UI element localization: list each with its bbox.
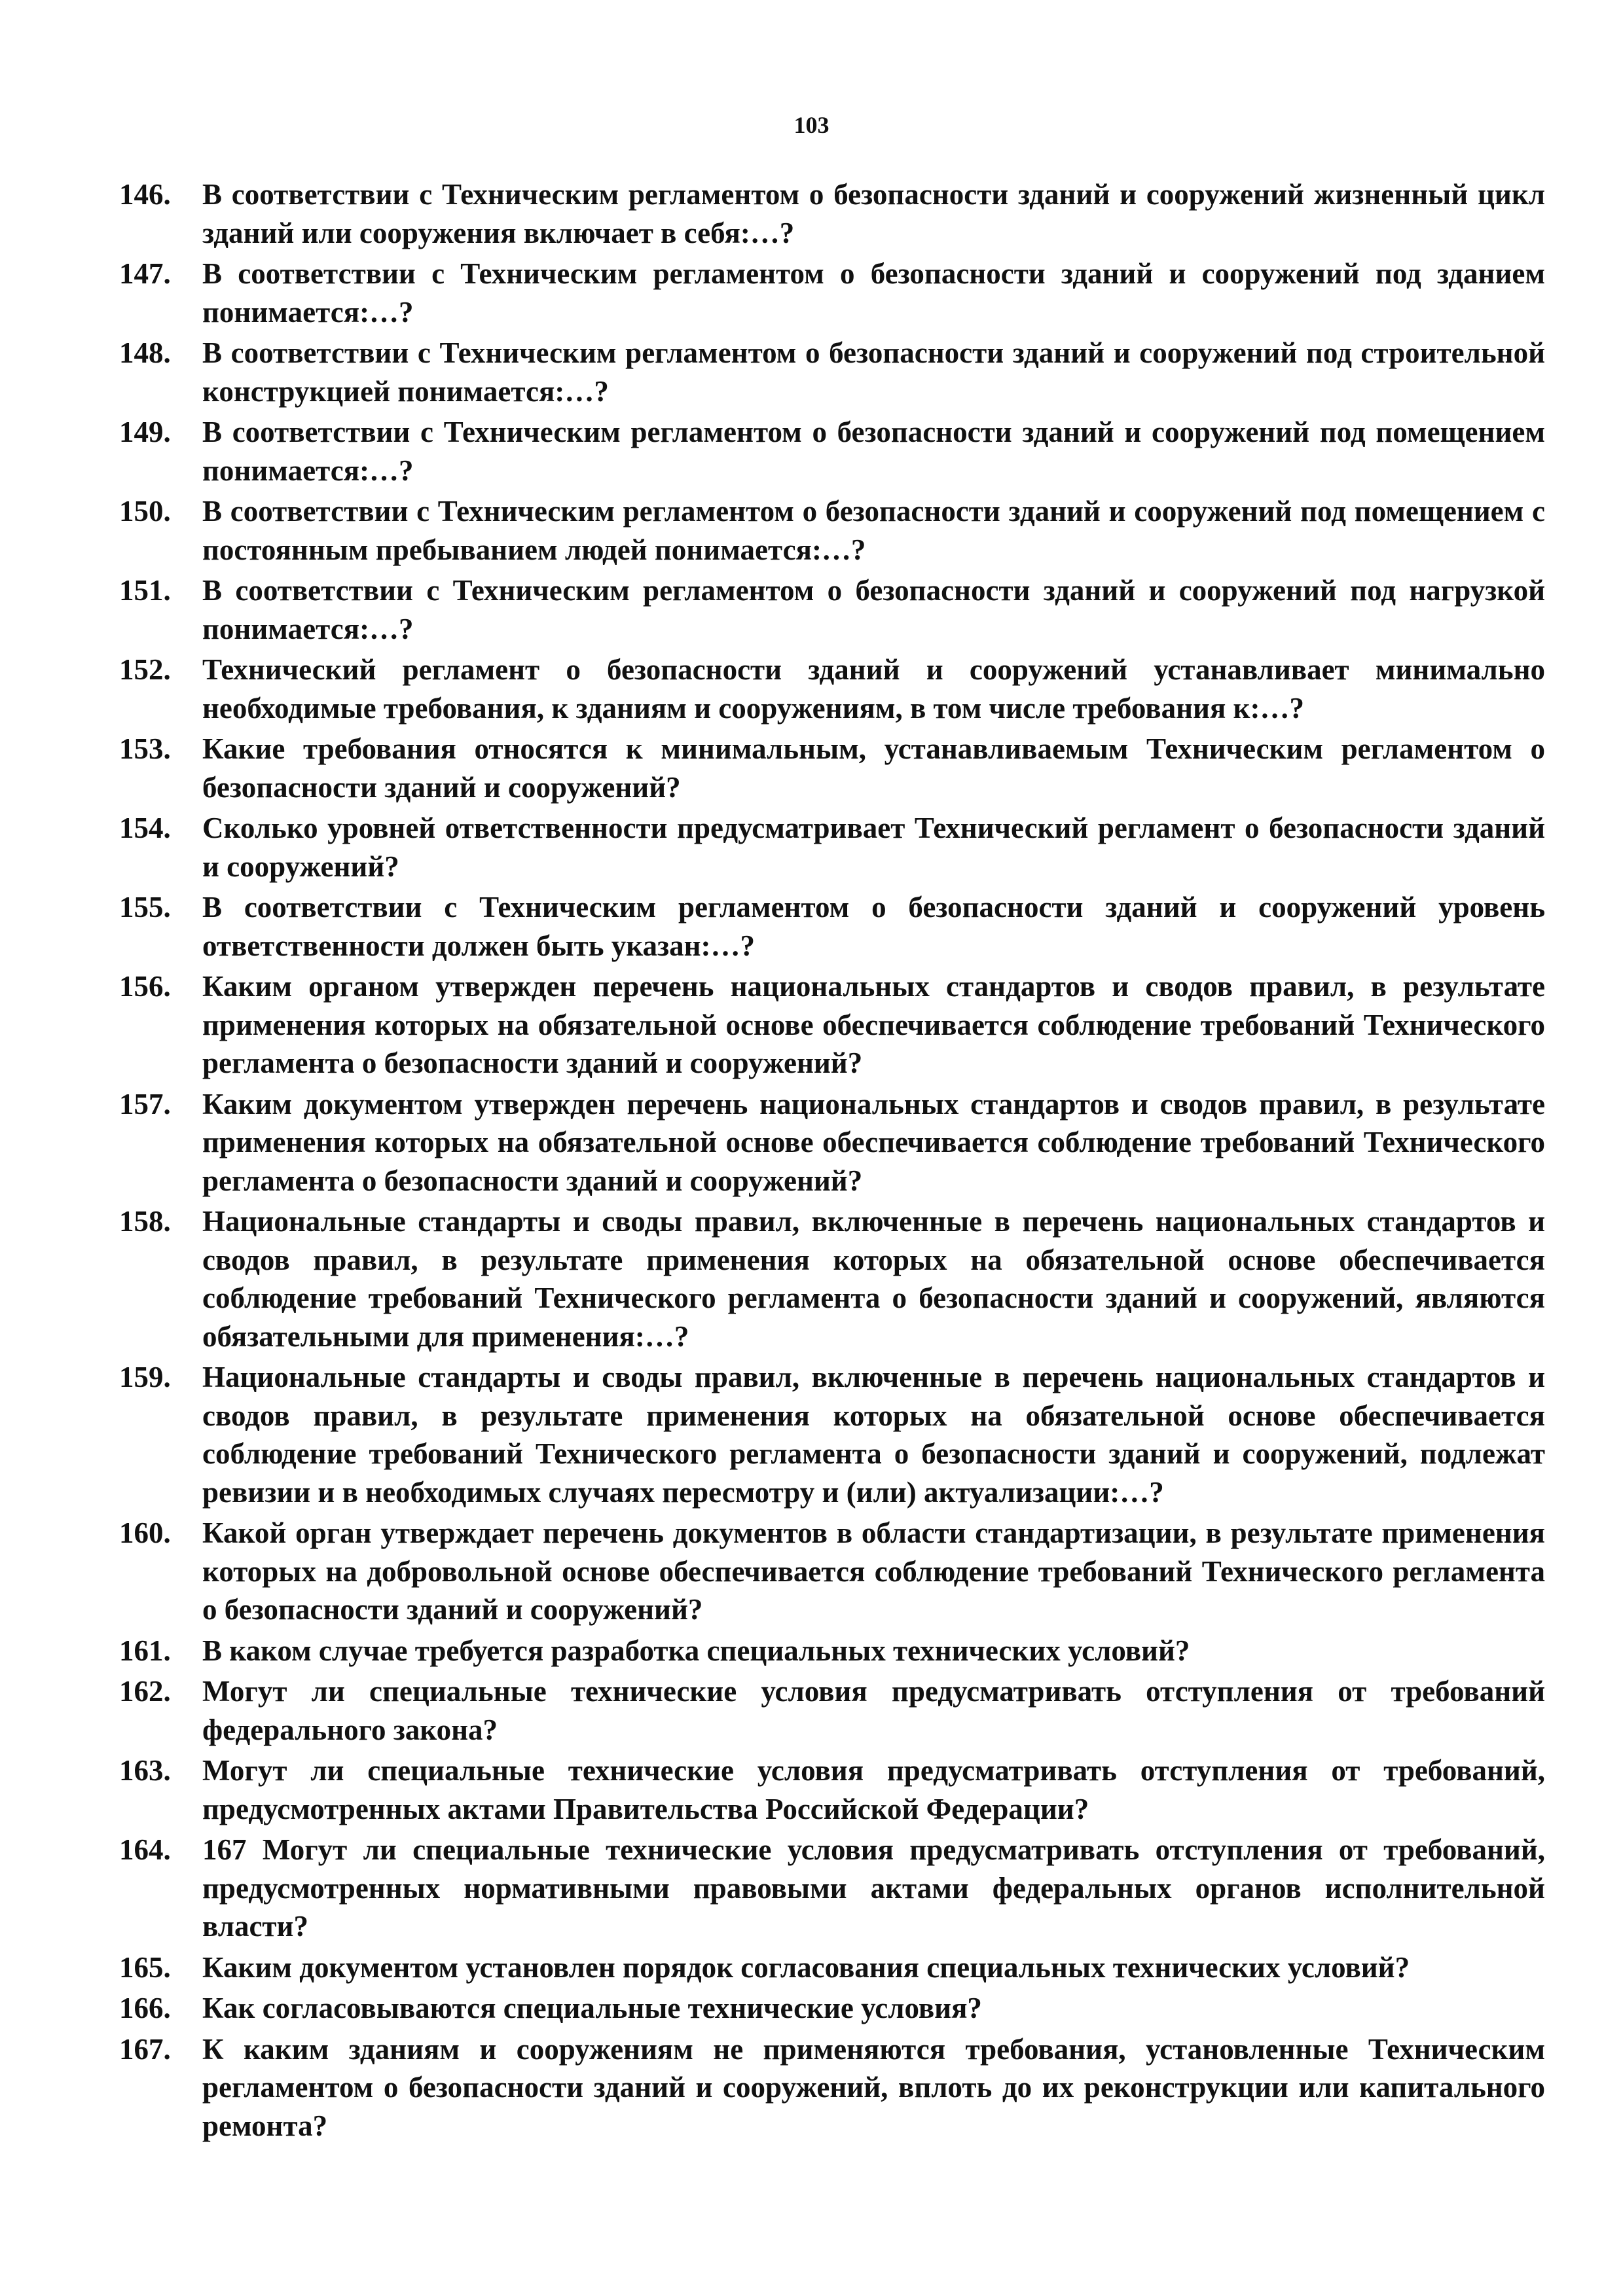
question-item (119, 1202, 1545, 1355)
question-text: Как согласовываются специальные технические условия? (202, 1992, 982, 2024)
question-text: Какой орган утверждает перечень документов в области стандартизации, в результате применения которых на добровольной основе обеспечивается соблюдение требований Технического регламента о безопасности зданий и сооружений? (202, 1516, 1545, 1626)
question-text: В соответствии с Техническим регламентом о безопасности зданий и сооружений под нагрузкой понимается:…? (202, 574, 1545, 645)
question-item (119, 2030, 1545, 2145)
question-number: 153. (119, 732, 171, 765)
question-item (119, 888, 1545, 965)
question-text: В соответствии с Техническим регламентом о безопасности зданий и сооружений уровень ответственности должен быть указан:…? (202, 891, 1545, 962)
question-number: 164. (119, 1833, 171, 1866)
question-number: 152. (119, 653, 171, 686)
question-item (119, 1751, 1545, 1828)
question-number: 150. (119, 495, 171, 528)
question-item (119, 967, 1545, 1083)
question-text: Какие требования относятся к минимальным, устанавливаемым Техническим регламентом о безопасности зданий и сооружений? (202, 732, 1545, 804)
question-text: В соответствии с Техническим регламентом о безопасности зданий и сооружений под помещением понимается:…? (202, 416, 1545, 487)
question-text: В соответствии с Техническим регламентом о безопасности зданий и сооружений жизненный цикл зданий или сооружения включает в себя:…? (202, 178, 1545, 249)
question-number: 155. (119, 891, 171, 924)
question-text: К каким зданиям и сооружениям не применяются требования, установленные Техническим регламентом о безопасности зданий и сооружений, вплоть до их реконструкции или капитального ремонта? (202, 2032, 1545, 2142)
question-text: В соответствии с Техническим регламентом о безопасности зданий и сооружений под строительной конструкцией понимается:…? (202, 336, 1545, 408)
question-number: 147. (119, 257, 171, 290)
question-text: В соответствии с Техническим регламентом о безопасности зданий и сооружений под помещением с постоянным пребыванием людей понимается:…? (202, 495, 1545, 566)
question-list (119, 175, 1545, 2147)
question-text: В каком случае требуется разработка специальных технических условий? (202, 1634, 1190, 1667)
question-text: Национальные стандарты и своды правил, включенные в перечень национальных стандартов и сводов правил, в результате применения которых на обязательной основе обеспечивается соблюдение требований Технического регламента о безопасности зданий и сооружений, подлежат ревизии и в необходимых случаях пересмотру и (или) актуализации:…? (202, 1361, 1545, 1509)
question-item (119, 1989, 1545, 2028)
question-item (119, 1948, 1545, 1987)
question-text: Технический регламент о безопасности зданий и сооружений устанавливает минимально необходимые требования, к зданиям и сооружениям, в том числе требования к:…? (202, 653, 1545, 725)
question-text: Каким документом утвержден перечень национальных стандартов и сводов правил, в результате применения которых на обязательной основе обеспечивается соблюдение требований Технического регламента о безопасности зданий и сооружений? (202, 1087, 1545, 1197)
question-number: 156. (119, 970, 171, 1003)
question-number: 151. (119, 574, 171, 607)
question-number: 160. (119, 1516, 171, 1549)
question-number: 148. (119, 336, 171, 369)
page-number: 103 (793, 112, 830, 138)
question-item (119, 809, 1545, 886)
question-item (119, 413, 1545, 490)
question-item (119, 1831, 1545, 1946)
question-item (119, 492, 1545, 569)
question-text: Могут ли специальные технические условия предусматривать отступления от требований федерального закона? (202, 1675, 1545, 1746)
question-item (119, 1358, 1545, 1511)
question-number: 158. (119, 1205, 171, 1238)
question-item (119, 175, 1545, 252)
question-number: 154. (119, 812, 171, 844)
question-number: 159. (119, 1361, 171, 1393)
question-number: 166. (119, 1992, 171, 2024)
question-item (119, 255, 1545, 331)
question-number: 146. (119, 178, 171, 211)
question-item (119, 730, 1545, 806)
question-number: 161. (119, 1634, 171, 1667)
question-text: Могут ли специальные технические условия предусматривать отступления от требований, предусмотренных актами Правительства Российской Федерации? (202, 1754, 1545, 1825)
question-text: 167 Могут ли специальные технические условия предусматривать отступления от требований, предусмотренных нормативными правовыми актами федеральных органов исполнительной власти? (202, 1833, 1545, 1943)
question-item (119, 1672, 1545, 1749)
question-item (119, 651, 1545, 727)
question-item (119, 1632, 1545, 1670)
question-number: 163. (119, 1754, 171, 1787)
question-item (119, 334, 1545, 410)
question-number: 157. (119, 1087, 171, 1121)
question-text: Национальные стандарты и своды правил, включенные в перечень национальных стандартов и сводов правил, в результате применения которых на обязательной основе обеспечивается соблюдение требований Технического регламента о безопасности зданий и сооружений, являются обязательными для применения:…? (202, 1205, 1545, 1353)
question-number: 165. (119, 1950, 171, 1984)
question-number: 167. (119, 2032, 171, 2066)
question-item (119, 1085, 1545, 1200)
question-text: Сколько уровней ответственности предусматривает Технический регламент о безопасности зданий и сооружений? (202, 812, 1545, 883)
question-text: В соответствии с Техническим регламентом о безопасности зданий и сооружений под зданием понимается:…? (202, 257, 1545, 329)
question-text: Каким документом установлен порядок согласования специальных технических условий? (202, 1950, 1410, 1984)
question-number: 162. (119, 1675, 171, 1708)
question-item (119, 571, 1545, 648)
question-text: Каким органом утвержден перечень национальных стандартов и сводов правил, в результате применения которых на обязательной основе обеспечивается соблюдение требований Технического регламента о безопасности зданий и сооружений? (202, 970, 1545, 1079)
question-item (119, 1514, 1545, 1629)
question-number: 149. (119, 416, 171, 448)
